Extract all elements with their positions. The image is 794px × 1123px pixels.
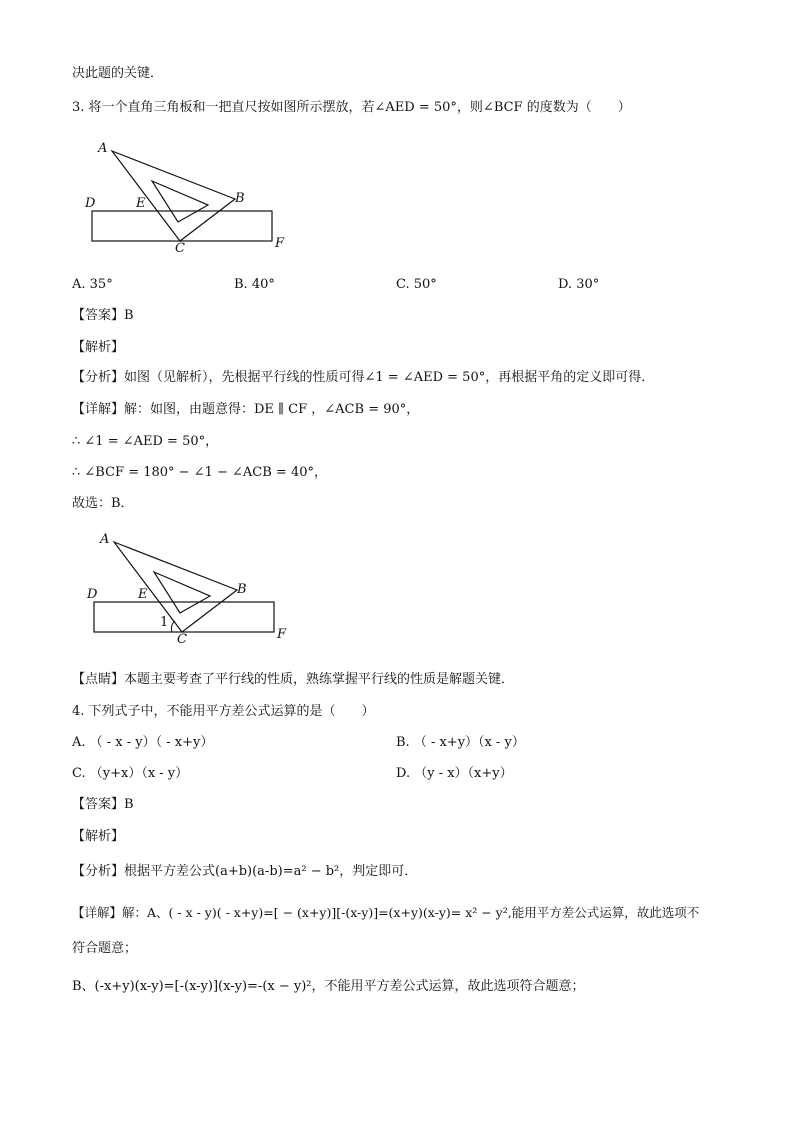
ruler-rect: [94, 602, 274, 632]
label-F: F: [275, 236, 285, 251]
outer-triangle: [114, 542, 237, 632]
label-D: D: [85, 196, 96, 211]
q3-stem: 3. 将一个直角三角板和一把直尺按如图所示摆放，若∠AED = 50°，则∠BCF 的度数为（ ）: [72, 100, 631, 115]
q3-dianjing: 【点睛】本题主要考查了平行线的性质，熟练掌握平行线的性质是解题关键．: [72, 672, 515, 687]
label-F: F: [277, 627, 287, 642]
q4-fenxi: 【分析】根据平方差公式(a+b)(a-b)=a² − b²，判定即可．: [72, 864, 418, 879]
intro-line: 决此题的关键．: [72, 66, 164, 81]
outer-triangle: [112, 151, 235, 241]
q3-option-b: B. 40°: [234, 277, 275, 292]
label-A: A: [100, 532, 110, 547]
q3-option-c: C. 50°: [396, 277, 437, 292]
label-E: E: [138, 587, 148, 602]
q4-jiexi: 【解析】: [72, 829, 125, 844]
label-C: C: [177, 632, 187, 647]
q4-option-d: D. （y - x）（x+y）: [396, 766, 513, 781]
q4-answer: 【答案】B: [72, 797, 134, 812]
q4-detail-a-line2: 符合题意；: [72, 941, 138, 956]
label-1: 1: [160, 615, 169, 630]
q4-option-a: A. （ - x - y）（ - x+y）: [72, 735, 214, 750]
q4-detail-a-line1: 【详解】解：A、( - x - y)( - x+y)=[ − (x+y)][-(x-y)]=(x+y)(x-y)= x² − y²,能用平方差公式运算，故此选项不: [72, 905, 700, 920]
label-C: C: [175, 241, 185, 256]
q4-detail-b: B、(-x+y)(x-y)=[-(x-y)](x-y)=-(x − y)²，不能用平方差公式运算，故此选项符合题意；: [72, 979, 585, 994]
q4-option-b: B. （ - x+y）（x - y）: [396, 735, 525, 750]
q3-detail-2: ∴ ∠1 = ∠AED = 50°，: [72, 434, 219, 449]
q3-figure: [80, 135, 300, 260]
q4-stem: 4. 下列式子中，不能用平方差公式运算的是（ ）: [72, 704, 375, 719]
label-A: A: [98, 141, 108, 156]
label-B: B: [235, 191, 245, 206]
q3-jiexi: 【解析】: [72, 340, 125, 355]
q3-option-d: D. 30°: [558, 277, 600, 292]
label-E: E: [136, 196, 146, 211]
q3-detail-4: 故选：B．: [72, 496, 134, 511]
q3-answer: 【答案】B: [72, 308, 134, 323]
ruler-rect: [92, 211, 272, 241]
q3-detail-1: 【详解】解：如图，由题意得：DE ∥ CF ，∠ACB = 90°，: [72, 402, 420, 417]
q3-fenxi: 【分析】如图（见解析），先根据平行线的性质可得∠1 = ∠AED = 50°，再根据平角的定义即可得．: [72, 370, 655, 385]
q4-option-c: C. （y+x）（x - y）: [72, 766, 189, 781]
label-B: B: [237, 582, 247, 597]
label-D: D: [87, 587, 98, 602]
q3-solution-figure: [82, 528, 302, 648]
q3-option-a: A. 35°: [72, 277, 113, 292]
q3-detail-3: ∴ ∠BCF = 180° − ∠1 − ∠ACB = 40°，: [72, 465, 327, 480]
